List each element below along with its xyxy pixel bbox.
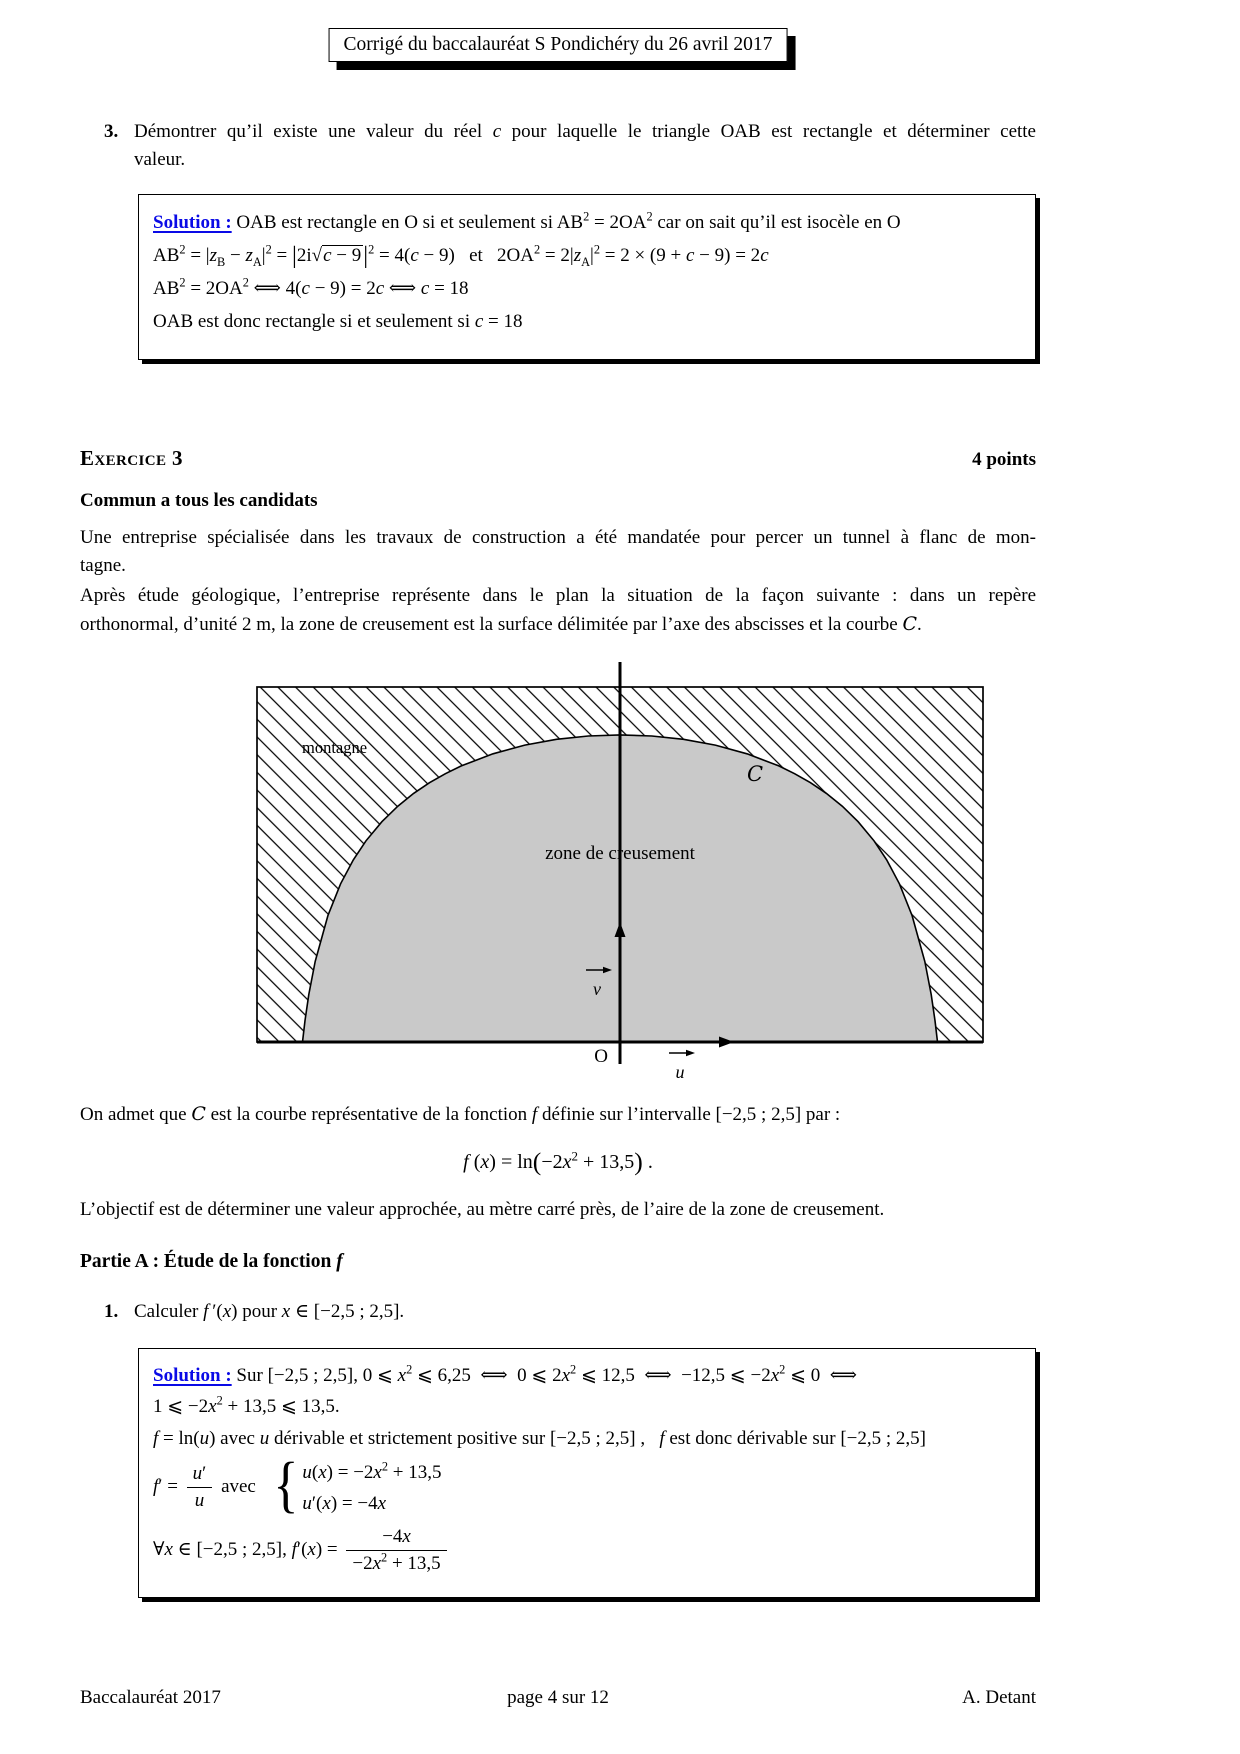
paragraph-2-line2: orthonormal, d’unité 2 m, la zone de creusement est la surface délimitée par l’axe des abscisses et la courbe C. — [80, 613, 922, 635]
paragraph-1-line2: tagne. — [80, 555, 126, 576]
question1-text: Calculer f ′(x) pour x ∈ [−2,5 ; 2,5]. — [134, 1301, 405, 1322]
solution-box-2 — [138, 1348, 1036, 1598]
question1-number: 1. — [104, 1301, 119, 1322]
exercise-heading-row — [80, 444, 1036, 474]
function-formula: f $(x) = \ln(-2x^2 + 13,5)$ . — [463, 1147, 653, 1176]
footer-left: Baccalauréat 2017 — [80, 1687, 221, 1708]
exercise-heading: Exercice 3 — [80, 446, 183, 470]
solution1-line3: $AB^2 = 2OA^2$ ⟺ 4(c − 9) = 2c ⟺ c = 18 — [153, 275, 469, 299]
question3-number: 3. — [104, 121, 119, 142]
solution2-line2: 1 ⩽ $-2x^2 + 13,5$ ⩽ 13,5. — [153, 1393, 340, 1417]
solution2-line4: f′ = $\frac{u'}{u}$ avec { $u(x) = -2x^2 + 13,5$ u′(x) = −4x — [153, 1450, 442, 1519]
solution2-l1: Sur [−2,5 ; 2,5], 0 ⩽ $x^2$ ⩽ 6,25 ⟺ 0 ⩽ $2x^2$ ⩽ 12,5 ⟺ −12,5 ⩽ $-2x^2$ ⩽ 0 ⟺ — [236, 1362, 857, 1386]
solution-label: Solution : — [153, 212, 232, 233]
u-vector-label — [669, 1050, 695, 1082]
question3-line2: valeur. — [134, 149, 186, 170]
zone-label: zone de creusement — [545, 843, 695, 864]
exercise-points: 4 points — [972, 449, 1036, 470]
paragraph-1-line1: Une entreprise spécialisée dans les travaux de construction a été mandatée pour percer un tunnel à flanc de mon- — [80, 527, 1036, 548]
admit-paragraph: On admet que C est la courbe représentative de la fonction f définie sur l’intervalle [−2,5 ; 2,5] par : — [80, 1103, 841, 1125]
mountain-label: montagne — [302, 738, 368, 757]
svg-text:v: v — [593, 979, 601, 999]
question3-text — [134, 118, 1036, 174]
solution2-line1 — [153, 1360, 1021, 1391]
paragraph-1 — [80, 524, 1036, 580]
solution1-intro: OAB est rectangle en O si et seulement si $AB^2 = 2OA^2$ car on sait qu’il est isocèle en O — [236, 209, 901, 233]
solution1-line1 — [153, 206, 1021, 239]
solution2-line3: f = ln(u) avec u dérivable et strictement positive sur [−2,5 ; 2,5] , f est donc dérivable sur [−2,5 ; 2,5] — [153, 1428, 926, 1449]
paragraph-2 — [80, 582, 1036, 639]
footer-right: A. Detant — [962, 1687, 1036, 1708]
paragraph-2-line1: Après étude géologique, l’entreprise représente dans le plan la situation de la façon suivante : dans un repère — [80, 585, 1036, 606]
solution1-line2: $AB^2 = |z_B - z_A|^2 = |2i√c - 9|^2 = 4(c - 9)$ et $2OA^2 = 2|z_A|^2 = 2 \times (9 + c - 9) = 2c$ — [153, 242, 769, 269]
header-box — [329, 28, 788, 62]
solution-label: Solution : — [153, 1365, 232, 1386]
curve-label: C — [747, 762, 764, 786]
origin-label: O — [594, 1046, 608, 1067]
solution2-line5: ∀x ∈ [−2,5 ; 2,5], f′(x) = $\frac{-4x}{-2x^2 + 13,5}$ — [153, 1519, 1021, 1581]
part-a-title: Partie A : Étude de la fonction f — [80, 1251, 343, 1272]
tunnel-diagram — [250, 650, 990, 1082]
objective-paragraph: L’objectif est de déterminer une valeur approchée, au mètre carré près, de l’aire de la zone de creusement. — [80, 1199, 885, 1220]
svg-text:u: u — [675, 1062, 685, 1082]
u-arrow-icon — [686, 1050, 695, 1056]
solution-box-1 — [138, 194, 1036, 360]
question3-line1: Démontrer qu’il existe une valeur du réel c pour laquelle le triangle OAB est rectangle et déterminer cette — [134, 121, 1036, 142]
exercise-subtitle: Commun a tous les candidats — [80, 490, 318, 511]
footer-page-number: page 4 sur 12 — [507, 1687, 609, 1708]
page-title: Corrigé du baccalauréat S Pondichéry du 26 avril 2017 — [343, 34, 773, 55]
solution1-line4: OAB est donc rectangle si et seulement si c = 18 — [153, 311, 523, 332]
